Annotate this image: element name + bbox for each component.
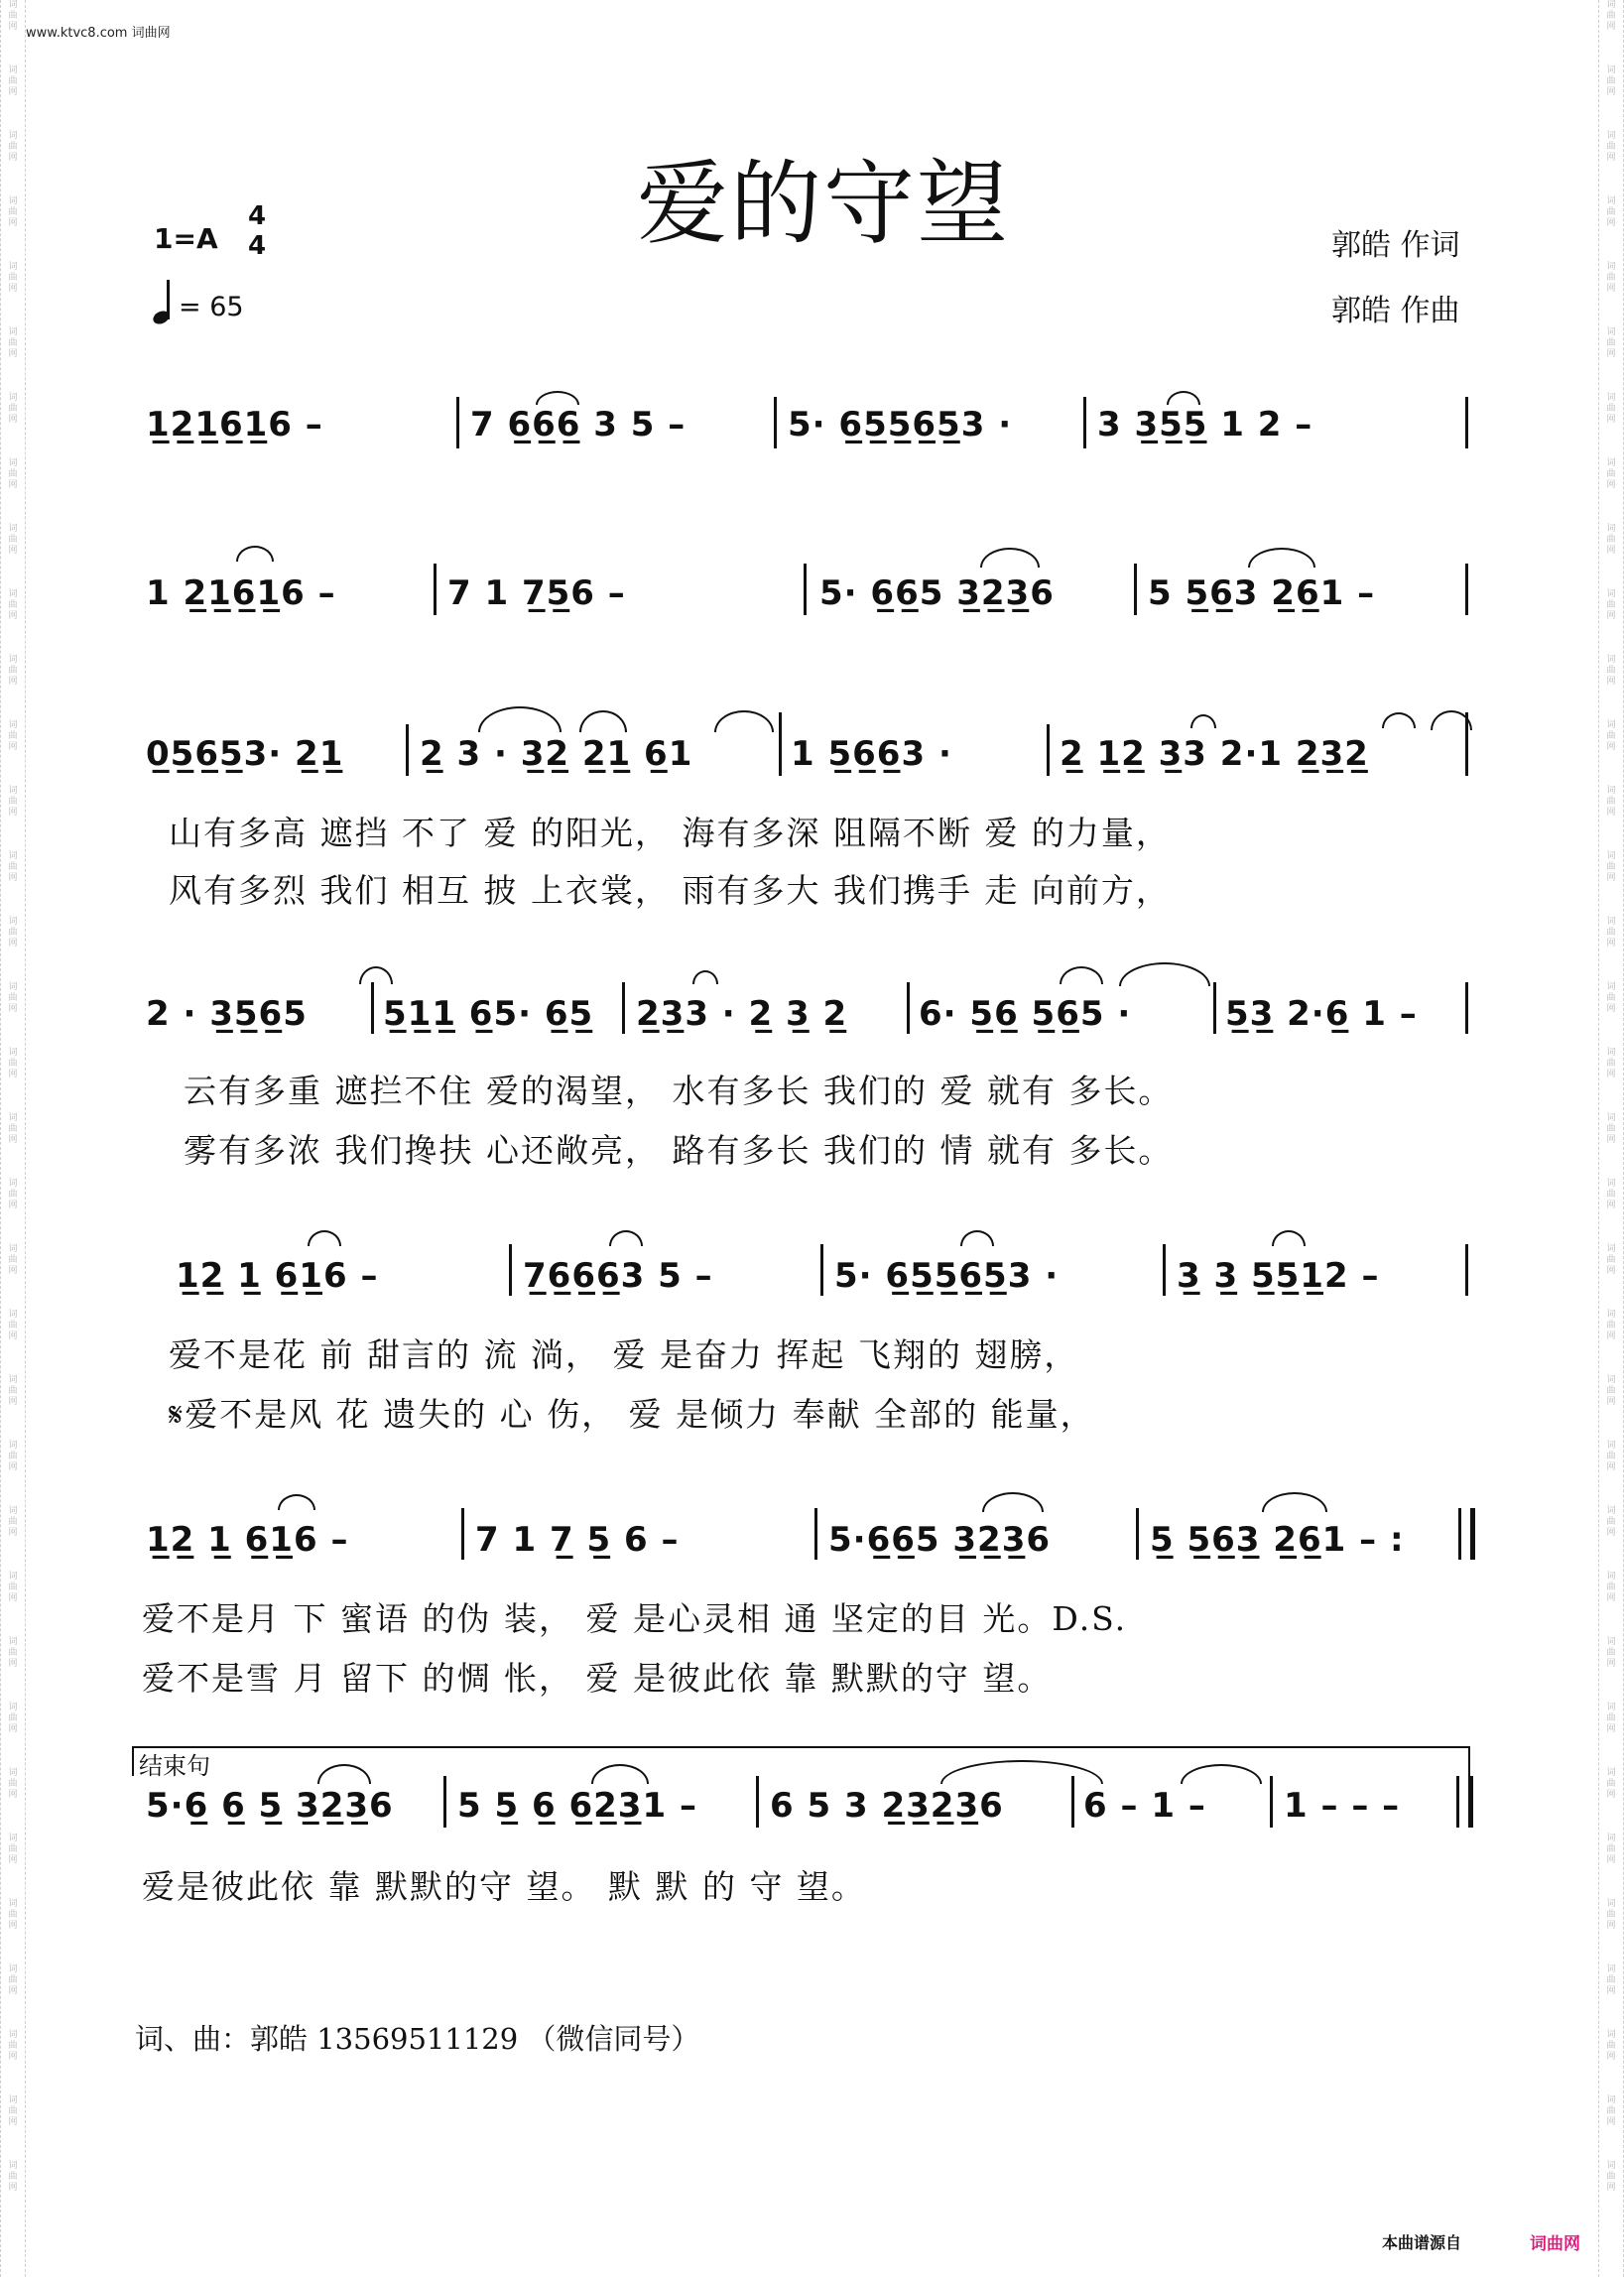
strip-mark: 词 曲 网	[8, 393, 18, 425]
tie	[308, 1230, 341, 1246]
strip-mark: 词 曲 网	[1606, 1964, 1616, 1996]
left-watermark-strip	[0, 0, 26, 2277]
strip-mark: 词 曲 网	[8, 1964, 18, 1996]
footer-credit: 词、曲：郭皓 13569511129 （微信同号）	[135, 2022, 700, 2056]
strip-mark: 词 曲 网	[8, 917, 18, 949]
strip-mark: 词 曲 网	[1606, 1572, 1616, 1603]
strip-mark: 词 曲 网	[8, 524, 18, 556]
source-brand-link[interactable]: 词曲网	[1530, 2234, 1580, 2254]
strip-mark: 词 曲 网	[8, 786, 18, 818]
barline	[1213, 982, 1216, 1034]
repeat-barline	[1458, 1508, 1475, 1560]
barline	[406, 724, 409, 776]
strip-mark: 词 曲 网	[8, 262, 18, 294]
measure: 6 5 3 2̲3̲2̲3̲6	[770, 1786, 1004, 1826]
strip-mark: 词 曲 网	[8, 1375, 18, 1407]
tie	[1272, 1230, 1306, 1246]
barline	[1465, 397, 1468, 448]
strip-mark: 词 曲 网	[1606, 655, 1616, 687]
measure: 3 3̲5̲5̲ 1 2 –	[1097, 405, 1313, 444]
barline	[756, 1776, 759, 1828]
measure: 2 · 3̲5̲6̲5	[146, 994, 308, 1034]
strip-mark: 词 曲 网	[8, 1768, 18, 1800]
strip-mark: 词 曲 网	[1606, 0, 1616, 32]
tie	[1167, 391, 1200, 405]
strip-mark: 词 曲 网	[1606, 2030, 1616, 2062]
strip-mark: 词 曲 网	[1606, 131, 1616, 163]
strip-mark: 词 曲 网	[1606, 851, 1616, 883]
strip-mark: 词 曲 网	[1606, 1834, 1616, 1865]
tie	[960, 1230, 994, 1246]
measure: 5 5̲6̲3 2̲6̲1 –	[1148, 573, 1376, 613]
strip-mark: 词 曲 网	[1606, 1048, 1616, 1079]
lyric-line: 爱不是花 前 甜言的 流 淌， 爱 是奋力 挥起 飞翔的 翅膀，	[169, 1335, 1079, 1374]
barline	[371, 982, 374, 1034]
song-title: 爱的守望	[637, 151, 1011, 257]
measure: 1 – – –	[1284, 1786, 1401, 1826]
strip-mark: 词 曲 网	[1606, 1506, 1616, 1538]
measure: 6· 5̲6̲ 5̲6̲5 ·	[919, 994, 1132, 1034]
barline	[622, 982, 625, 1034]
lyric-line: 云有多重 遮拦不住 爱的渴望， 水有多长 我们的 爱 就有 多长。	[184, 1072, 1174, 1110]
strip-mark: 词 曲 网	[1606, 2095, 1616, 2127]
strip-mark: 词 曲 网	[8, 1637, 18, 1669]
tie	[609, 1230, 643, 1246]
lyric-line: 山有多高 遮挡 不了 爱 的阳光， 海有多深 阻隔不断 爱 的力量，	[169, 814, 1171, 852]
tie	[1262, 1492, 1327, 1512]
measure: 3̲ 3̲ 5̲5̲1̲2 –	[1177, 1256, 1380, 1296]
barline	[434, 564, 437, 615]
measure: 5·6̲6̲5 3̲2̲3̲6	[828, 1520, 1052, 1560]
strip-mark: 词 曲 网	[1606, 1441, 1616, 1472]
strip-mark: 词 曲 网	[8, 327, 18, 359]
barline	[456, 397, 459, 448]
measure: 2̲ 3 · 3̲2̲ 2̲1̲ 6̲1	[420, 734, 693, 774]
tie	[536, 391, 579, 405]
measure: 6 – 1 –	[1083, 1786, 1206, 1826]
strip-mark: 词 曲 网	[1606, 1179, 1616, 1210]
strip-mark: 词 曲 网	[1606, 917, 1616, 949]
measure: 5̲3̲ 2·6̲ 1 –	[1225, 994, 1418, 1034]
strip-mark: 词 曲 网	[1606, 982, 1616, 1014]
barline	[1270, 1776, 1273, 1828]
strip-mark: 词 曲 网	[1606, 589, 1616, 621]
strip-mark: 词 曲 网	[8, 2030, 18, 2062]
measure: 7̲6̲6̲6̲3 5 –	[523, 1256, 713, 1296]
tie	[980, 548, 1040, 568]
strip-mark: 词 曲 网	[8, 851, 18, 883]
source-label: 本曲谱源自	[1382, 2233, 1462, 2252]
strip-mark: 词 曲 网	[8, 131, 18, 163]
barline	[1163, 1244, 1166, 1296]
measure: 5 5̲ 6̲ 6̲2̲3̲1 –	[457, 1786, 697, 1826]
strip-mark: 词 曲 网	[1606, 1899, 1616, 1931]
strip-mark: 词 曲 网	[8, 458, 18, 490]
tie	[1248, 548, 1315, 568]
barline	[1465, 1244, 1468, 1296]
strip-mark: 词 曲 网	[8, 65, 18, 97]
measure: 1 5̲6̲6̲3 ·	[791, 734, 952, 774]
strip-mark: 词 曲 网	[1606, 65, 1616, 97]
strip-mark: 词 曲 网	[1606, 786, 1616, 818]
barline	[1083, 397, 1086, 448]
strip-mark: 词 曲 网	[8, 589, 18, 621]
measure: 2̲ 1̲2̲ 3̲3 2·1 2̲3̲2̲	[1060, 734, 1369, 774]
lyric-line: 𝄋爱不是风 花 遗失的 心 伤， 爱 是倾力 奉献 全部的 能量，	[169, 1395, 1095, 1434]
lyric-line: 爱不是雪 月 留下 的惆 怅， 爱 是彼此依 靠 默默的守 望。	[142, 1659, 1053, 1698]
strip-mark: 词 曲 网	[1606, 458, 1616, 490]
strip-mark: 词 曲 网	[1606, 1703, 1616, 1734]
tie	[982, 1492, 1044, 1512]
measure: 7 1 7̲ 5̲ 6 –	[475, 1520, 680, 1560]
measure: 5̲ 5̲6̲3̲ 2̲6̲1 – :	[1150, 1520, 1405, 1560]
barline	[774, 397, 777, 448]
strip-mark: 词 曲 网	[8, 1310, 18, 1341]
strip-mark: 词 曲 网	[8, 1572, 18, 1603]
tie	[478, 706, 562, 732]
tie	[236, 546, 274, 562]
strip-mark: 词 曲 网	[1606, 393, 1616, 425]
tie	[1382, 712, 1416, 728]
strip-mark: 词 曲 网	[8, 720, 18, 752]
strip-mark: 词 曲 网	[8, 196, 18, 228]
barline	[1047, 724, 1050, 776]
measure: 7 6̲6̲6̲ 3 5 –	[470, 405, 687, 444]
final-barline	[1456, 1776, 1473, 1828]
strip-mark: 词 曲 网	[1606, 1768, 1616, 1800]
barline	[1136, 1508, 1139, 1560]
lyric-line: 爱是彼此依 靠 默默的守 望。 默 默 的 守 望。	[142, 1867, 866, 1906]
strip-mark: 词 曲 网	[8, 0, 18, 32]
meter-bottom: 4	[247, 231, 267, 261]
meter-top: 4	[247, 201, 267, 231]
measure: 5· 6̲5̲5̲6̲5̲3 ·	[788, 405, 1013, 444]
tie	[714, 710, 774, 732]
measure: 1̲2̲ 1̲ 6̲1̲6 –	[146, 1520, 349, 1560]
barline	[1465, 982, 1468, 1034]
strip-mark: 词 曲 网	[1606, 196, 1616, 228]
measure: 0̲5̲6̲5̲3· 2̲1̲	[146, 734, 344, 774]
lyricist-credit: 郭皓 作词	[1331, 228, 1460, 263]
strip-mark: 词 曲 网	[8, 2095, 18, 2127]
measure: 5· 6̲5̲5̲6̲5̲3 ·	[834, 1256, 1060, 1296]
barline	[509, 1244, 512, 1296]
tie	[1119, 962, 1210, 986]
strip-mark: 词 曲 网	[8, 1834, 18, 1865]
measure: 1̲2̲ 1̲ 6̲1̲6 –	[176, 1256, 379, 1296]
strip-mark: 词 曲 网	[8, 1506, 18, 1538]
strip-mark: 词 曲 网	[8, 982, 18, 1014]
composer-credit: 郭皓 作曲	[1331, 294, 1460, 328]
tie	[1060, 966, 1103, 984]
site-url: www.ktvc8.com 词曲网	[26, 26, 171, 41]
barline	[907, 982, 910, 1034]
key-signature: 1=A	[154, 222, 218, 255]
strip-mark: 词 曲 网	[1606, 1244, 1616, 1276]
right-watermark-strip	[1598, 0, 1624, 2277]
measure: 5̲1̲1̲ 6̲5· 6̲5̲	[383, 994, 594, 1034]
measure: 1̲2̲1̲6̲1̲6 –	[146, 405, 323, 444]
tie	[692, 970, 718, 984]
measure: 1 2̲1̲6̲1̲6 –	[146, 573, 336, 613]
tie	[1190, 714, 1216, 728]
strip-mark: 词 曲 网	[8, 1179, 18, 1210]
tie	[579, 710, 627, 732]
measure: 7 1 7̲5̲6 –	[447, 573, 626, 613]
barline	[443, 1776, 446, 1828]
strip-mark: 词 曲 网	[8, 1899, 18, 1931]
strip-mark: 词 曲 网	[1606, 262, 1616, 294]
barline	[820, 1244, 823, 1296]
measure: 2̲3̲3 · 2̲ 3̲ 2̲	[636, 994, 848, 1034]
strip-mark: 词 曲 网	[8, 1113, 18, 1145]
strip-mark: 词 曲 网	[1606, 524, 1616, 556]
strip-mark: 词 曲 网	[8, 1703, 18, 1734]
tie	[359, 966, 393, 984]
measure: 5· 6̲6̲5 3̲2̲3̲6	[819, 573, 1055, 613]
strip-mark: 词 曲 网	[8, 655, 18, 687]
lyric-line: 风有多烈 我们 相互 披 上衣裳， 雨有多大 我们携手 走 向前方，	[169, 871, 1171, 910]
lyric-line: 雾有多浓 我们搀扶 心还敞亮， 路有多长 我们的 情 就有 多长。	[184, 1131, 1174, 1170]
barline	[1134, 564, 1137, 615]
strip-mark: 词 曲 网	[1606, 1375, 1616, 1407]
strip-mark: 词 曲 网	[8, 1441, 18, 1472]
strip-mark: 词 曲 网	[1606, 720, 1616, 752]
measure: 5·6̲ 6̲ 5̲ 3̲2̲3̲6	[146, 1786, 394, 1826]
coda-label: 结束句	[139, 1752, 210, 1780]
lyric-line: 爱不是月 下 蜜语 的伪 装， 爱 是心灵相 通 坚定的目 光。D.S.	[142, 1599, 1128, 1638]
strip-mark: 词 曲 网	[8, 1048, 18, 1079]
strip-mark: 词 曲 网	[8, 2161, 18, 2193]
barline	[814, 1508, 817, 1560]
tempo-marking: = 65	[179, 292, 244, 322]
barline	[1465, 564, 1468, 615]
strip-mark: 词 曲 网	[1606, 1637, 1616, 1669]
strip-mark: 词 曲 网	[1606, 1113, 1616, 1145]
barline	[804, 564, 807, 615]
strip-mark: 词 曲 网	[1606, 327, 1616, 359]
barline	[461, 1508, 464, 1560]
tie	[278, 1494, 315, 1510]
barline	[779, 712, 782, 776]
strip-mark: 词 曲 网	[1606, 2161, 1616, 2193]
strip-mark: 词 曲 网	[8, 1244, 18, 1276]
strip-mark: 词 曲 网	[1606, 1310, 1616, 1341]
time-signature	[244, 201, 270, 261]
